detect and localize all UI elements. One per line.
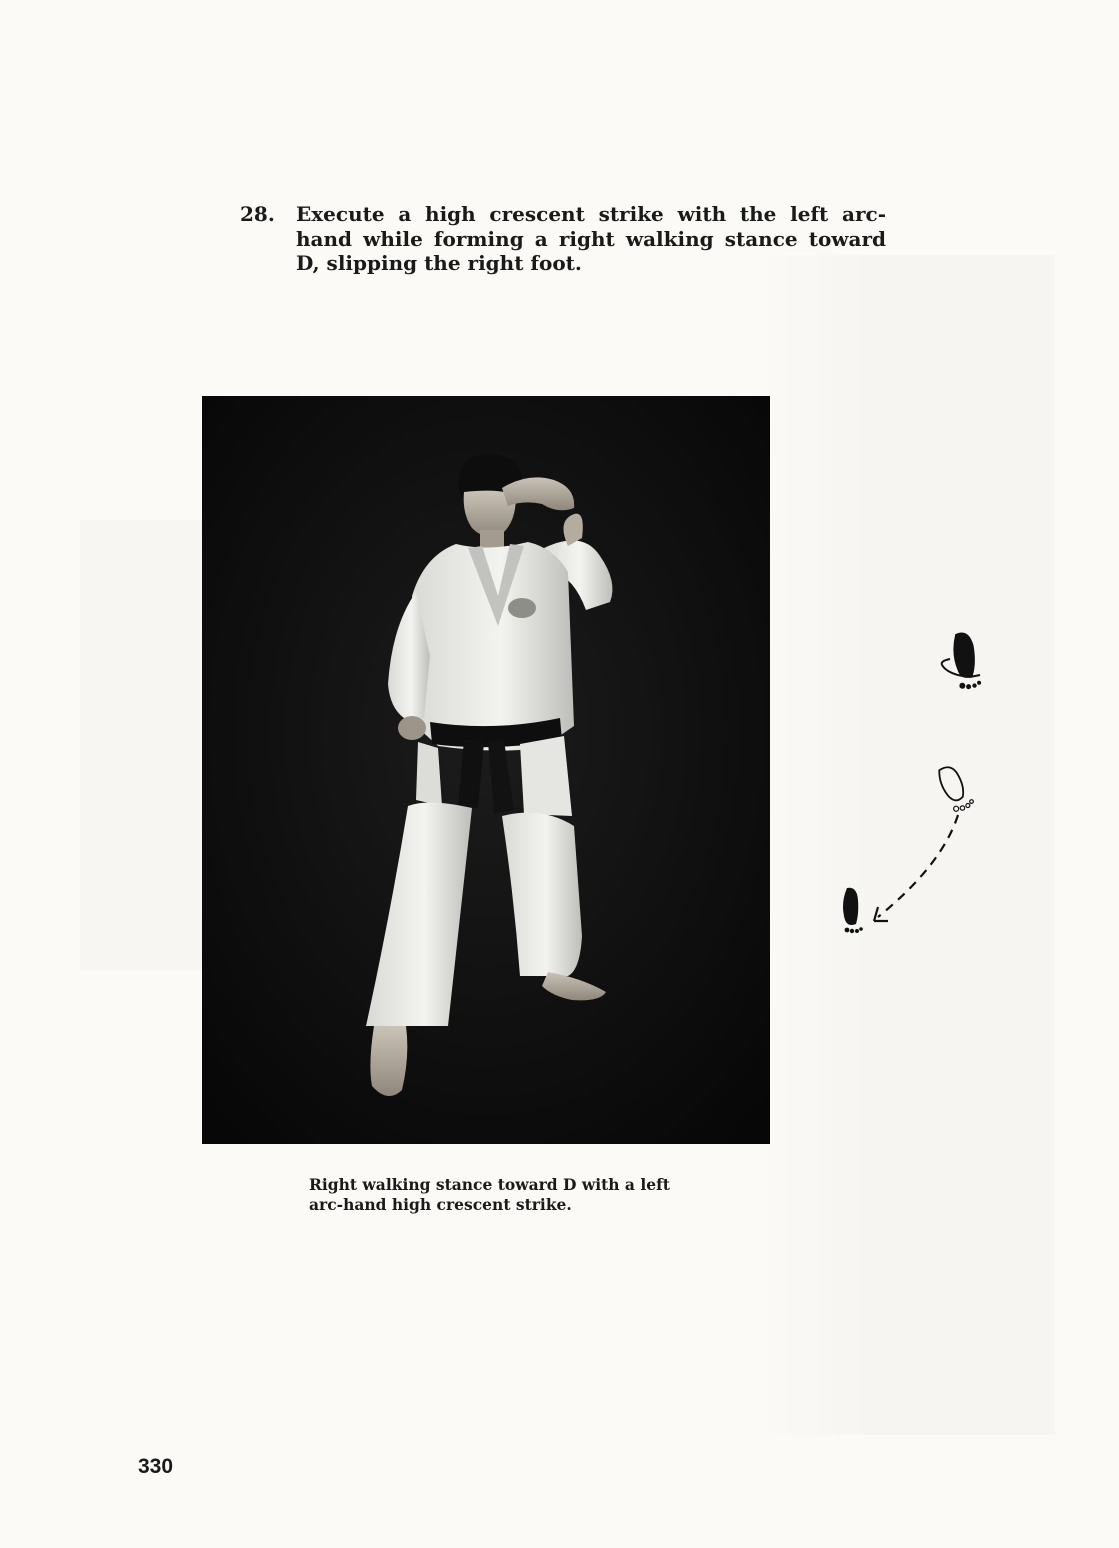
page-number: 330	[138, 1455, 174, 1478]
karate-practitioner-photo-icon	[202, 396, 770, 1144]
step-text: Execute a high crescent strike with the left arc-hand while forming a right walking stance toward D, slipping the right foot.	[296, 202, 886, 275]
footprint-diagram	[830, 625, 1020, 945]
footprint-diagram-icon	[830, 625, 1020, 945]
karate-practitioner-photo	[202, 396, 770, 1144]
page-scan-shading-left	[80, 520, 210, 970]
step-number: 28.	[240, 202, 275, 226]
photo-caption: Right walking stance toward D with a left arc-hand high crescent strike.	[309, 1175, 670, 1214]
